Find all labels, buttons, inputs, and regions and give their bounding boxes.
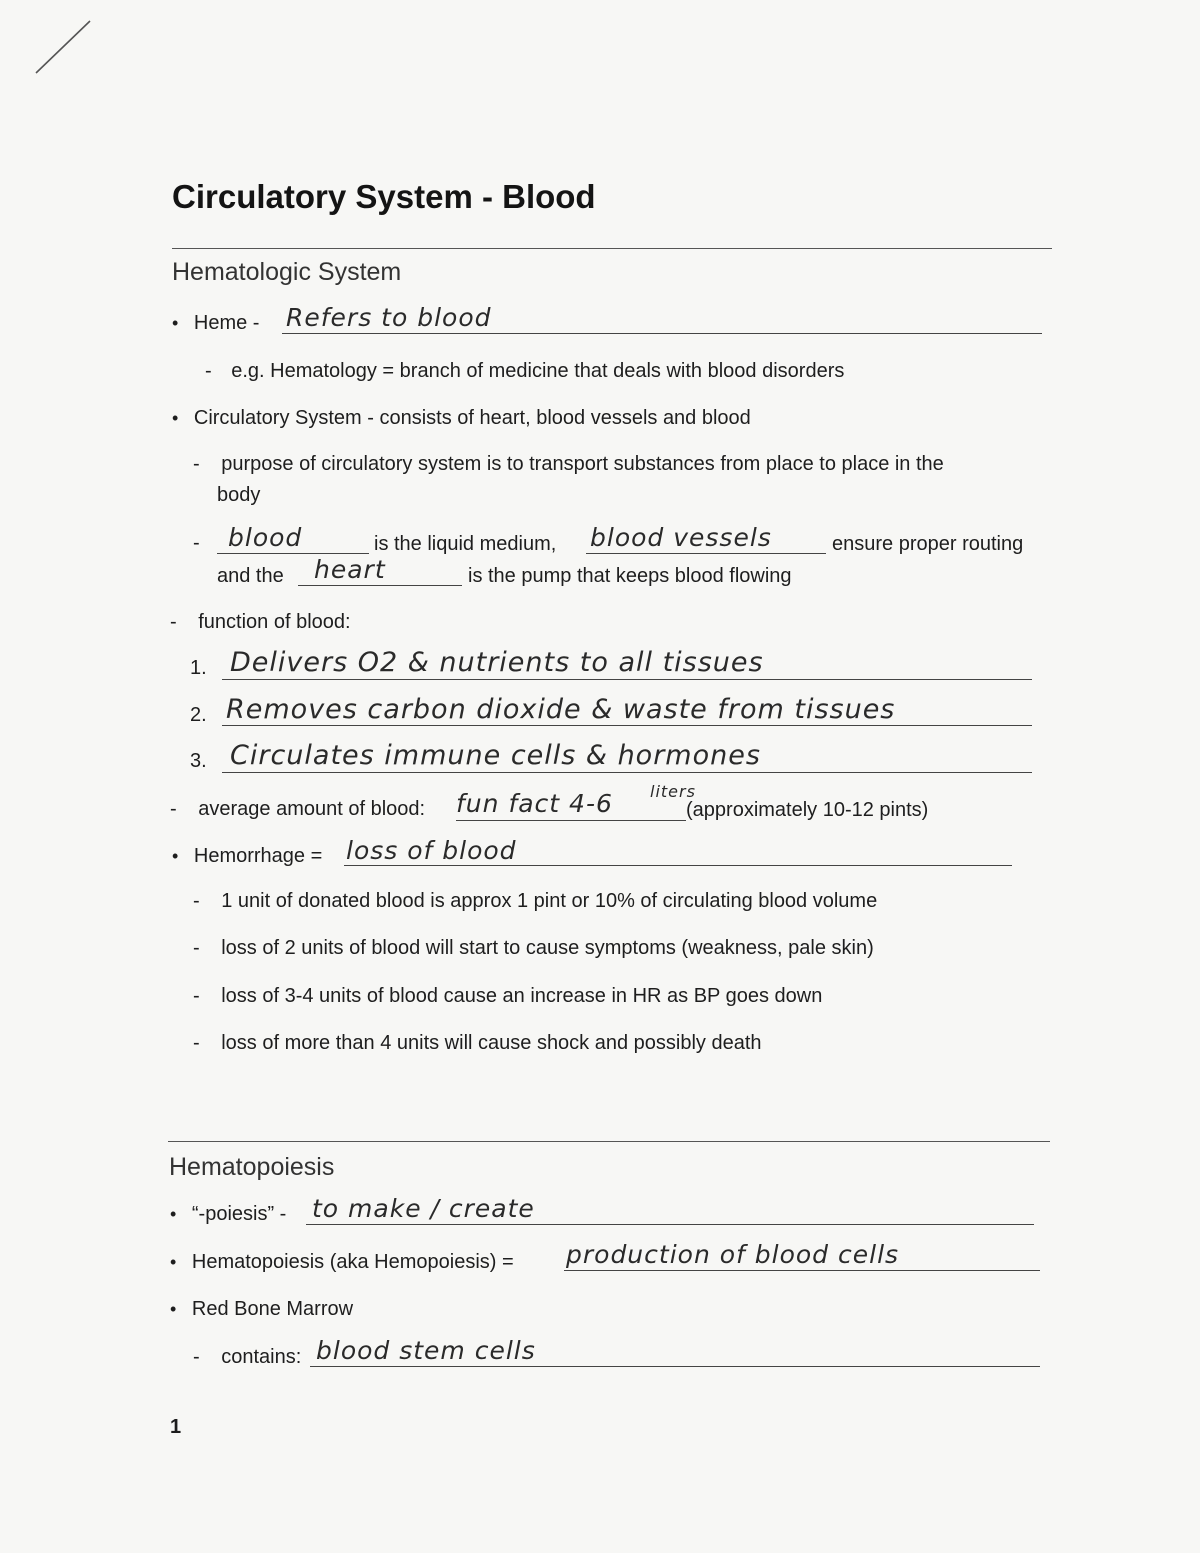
vessels-blank[interactable] [586, 553, 826, 554]
dash: - [205, 360, 212, 382]
dash: - [193, 453, 200, 475]
dash: - [170, 611, 177, 633]
contains-label: contains: [221, 1346, 302, 1368]
heme-example-text: e.g. Hematology = branch of medicine that deals with blood disorders [231, 360, 845, 382]
dash: - [170, 798, 177, 820]
contains-item [193, 1346, 301, 1369]
contains-answer: blood stem cells [316, 1336, 536, 1365]
hemorrhage-item [172, 845, 322, 868]
vessels-answer: blood vessels [590, 523, 772, 552]
heme-item [172, 312, 259, 335]
section-heading-hematopoiesis: Hematopoiesis [169, 1153, 335, 1181]
hema-answer: production of blood cells [566, 1240, 900, 1269]
avg-blank[interactable] [456, 820, 686, 821]
hemorrhage-point-1 [193, 890, 877, 913]
function-answer-2: Removes carbon dioxide & waste from tissues [226, 694, 896, 725]
dash: - [193, 890, 200, 912]
bullet: • [170, 1204, 177, 1224]
function-answer-3: Circulates immune cells & hormones [230, 740, 761, 771]
section-divider [168, 1141, 1050, 1142]
and-the-text: and the [217, 565, 284, 587]
hemorrhage-point-text: loss of 2 units of blood will start to cause symptoms (weakness, pale skin) [221, 937, 874, 959]
function-num-2: 2. [190, 704, 207, 726]
dash: - [193, 937, 200, 959]
bullet: • [172, 408, 179, 428]
heme-label: Heme - [193, 312, 260, 334]
heart-blank[interactable] [298, 585, 462, 586]
poiesis-answer: to make / create [312, 1194, 535, 1223]
marrow-label: Red Bone Marrow [191, 1298, 354, 1320]
poiesis-label: “-poiesis” - [191, 1203, 287, 1225]
hemorrhage-answer: loss of blood [346, 836, 517, 865]
hemorrhage-point-4 [193, 1032, 762, 1055]
function-label: function of blood: [198, 611, 351, 633]
dash: - [193, 1032, 200, 1054]
hemorrhage-point-text: loss of 3-4 units of blood cause an increase in HR as BP goes down [221, 985, 823, 1007]
blood-blank[interactable] [217, 553, 369, 554]
hemorrhage-point-2 [193, 937, 874, 960]
bullet: • [172, 846, 179, 866]
bullet: • [172, 313, 179, 333]
poiesis-blank[interactable] [306, 1224, 1034, 1225]
avg-label: average amount of blood: [198, 798, 426, 820]
section-divider [172, 248, 1052, 249]
avg-suffix: (approximately 10-12 pints) [686, 799, 929, 821]
hemorrhage-point-text: 1 unit of donated blood is approx 1 pint or 10% of circulating blood volume [221, 890, 878, 912]
pump-text: is the pump that keeps blood flowing [468, 565, 792, 587]
pen-mark [30, 15, 100, 80]
page-number: 1 [170, 1416, 182, 1438]
dash: - [193, 985, 200, 1007]
hemorrhage-point-text: loss of more than 4 units will cause shock and possibly death [221, 1032, 762, 1054]
avg-answer: fun fact 4-6 [456, 789, 613, 818]
poiesis-item [170, 1203, 286, 1226]
heart-answer: heart [314, 555, 386, 584]
avg-item [170, 798, 425, 821]
hema-label: Hematopoiesis (aka Hemopoiesis) = [191, 1251, 514, 1273]
purpose-item [193, 453, 944, 476]
function-num-1: 1. [190, 657, 207, 679]
bullet: • [170, 1252, 177, 1272]
hemorrhage-point-3 [193, 985, 822, 1008]
dash: - [193, 1346, 200, 1368]
bullet: • [170, 1299, 177, 1319]
heme-answer: Refers to blood [286, 303, 492, 332]
circ-text: Circulatory System - consists of heart, blood vessels and blood [193, 407, 751, 429]
heme-blank[interactable] [282, 333, 1042, 334]
hema-blank[interactable] [564, 1270, 1040, 1271]
function-blank-2[interactable] [222, 725, 1032, 726]
function-answer-1: Delivers O2 & nutrients to all tissues [230, 647, 764, 678]
contains-blank[interactable] [310, 1366, 1040, 1367]
marrow-item [170, 1298, 353, 1321]
purpose-line2: body [217, 484, 261, 506]
blood-answer: blood [228, 523, 303, 552]
page-title: Circulatory System - Blood [172, 178, 596, 215]
avg-superscript: liters [650, 782, 696, 801]
routing-text: ensure proper routing [832, 533, 1024, 555]
function-blank-1[interactable] [222, 679, 1032, 680]
section-heading-hematologic: Hematologic System [172, 258, 402, 286]
function-num-3: 3. [190, 750, 207, 772]
hema-item [170, 1251, 514, 1274]
purpose-line1: purpose of circulatory system is to transport substances from place to place in the [221, 453, 944, 475]
dash: - [193, 532, 200, 554]
liquid-text: is the liquid medium, [374, 533, 557, 555]
hemorrhage-blank[interactable] [344, 865, 1012, 866]
function-blank-3[interactable] [222, 772, 1032, 773]
circ-item [172, 407, 751, 430]
heme-example [205, 360, 844, 383]
hemorrhage-label: Hemorrhage = [193, 845, 323, 867]
function-item [170, 611, 351, 634]
